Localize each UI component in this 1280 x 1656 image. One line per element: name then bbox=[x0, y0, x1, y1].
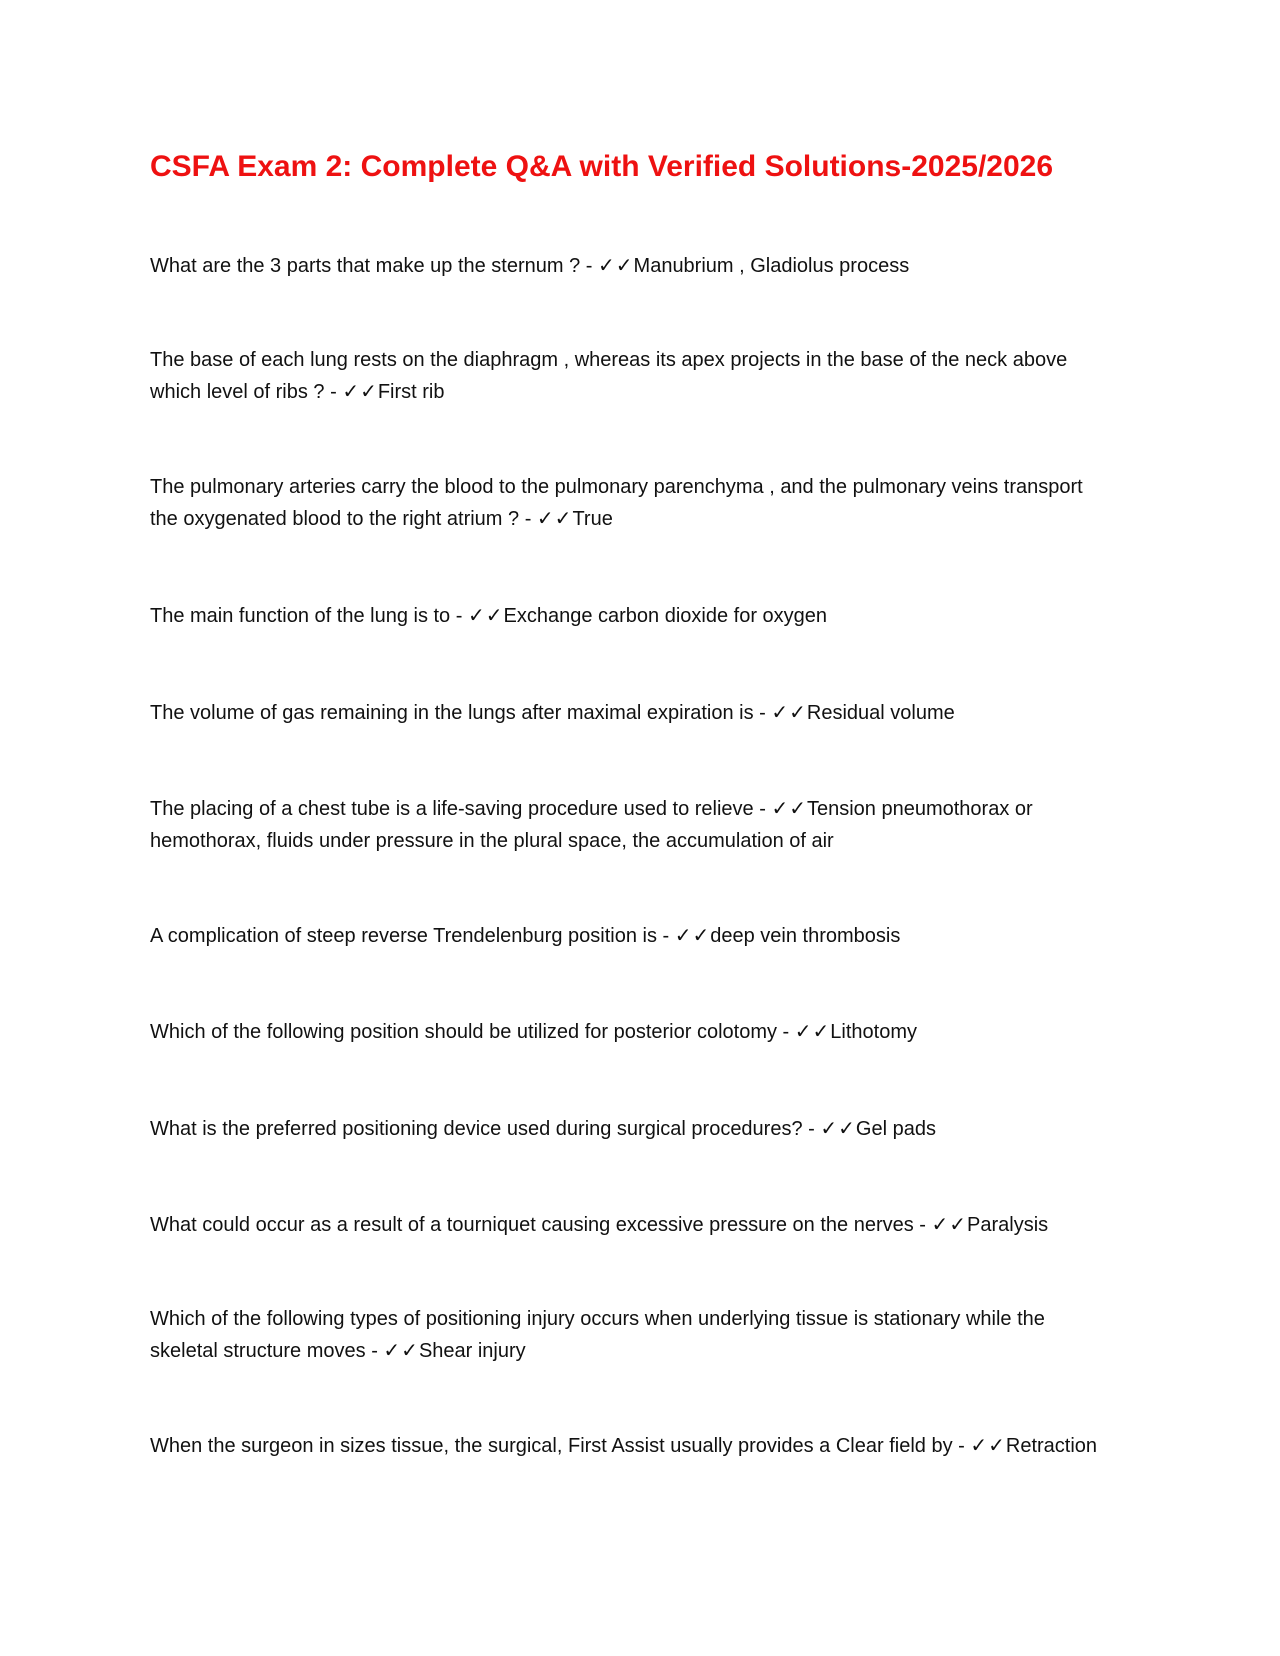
qa-item bbox=[150, 1016, 1110, 1048]
separator: - bbox=[753, 798, 772, 820]
answer-text: Manubrium , Gladiolus process bbox=[633, 255, 910, 277]
answer-text: deep vein thrombosis bbox=[710, 925, 901, 947]
question-text: The base of each lung rests on the diaphragm , whereas its apex projects in the base of the neck above which level of ribs ? bbox=[150, 349, 1068, 403]
question-text: The placing of a chest tube is a life-saving procedure used to relieve bbox=[150, 798, 754, 820]
answer-text: Lithotomy bbox=[830, 1021, 918, 1043]
question-text: The pulmonary arteries carry the blood to the pulmonary parenchyma , and the pulmonary veins transport the oxygenated blood to the right atrium ? bbox=[150, 476, 1083, 530]
separator: - bbox=[324, 381, 343, 403]
answer-text: First rib bbox=[377, 381, 445, 403]
qa-item bbox=[150, 344, 1110, 408]
check-mark-icon: ✓✓ bbox=[467, 605, 504, 627]
separator: - bbox=[580, 255, 599, 277]
check-mark-icon: ✓✓ bbox=[970, 1435, 1006, 1457]
question-text: What could occur as a result of a tourniquet causing excessive pressure on the nerves bbox=[150, 1214, 914, 1236]
question-text: Which of the following position should be utilized for posterior colotomy bbox=[150, 1021, 777, 1043]
qa-item bbox=[150, 1209, 1110, 1241]
question-text: Which of the following types of positioning injury occurs when underlying tissue is stationary while the skeletal structure moves bbox=[150, 1308, 1045, 1362]
qa-item bbox=[150, 697, 1110, 729]
qa-item bbox=[150, 471, 1110, 535]
question-text: What is the preferred positioning device used during surgical procedures? bbox=[150, 1118, 803, 1140]
qa-item bbox=[150, 793, 1110, 857]
qa-item bbox=[150, 1303, 1110, 1367]
answer-text: Shear injury bbox=[418, 1340, 526, 1362]
separator: - bbox=[952, 1435, 971, 1457]
check-mark-icon: ✓✓ bbox=[820, 1118, 856, 1140]
check-mark-icon: ✓✓ bbox=[674, 925, 711, 947]
question-text: The volume of gas remaining in the lungs after maximal expiration is bbox=[150, 702, 754, 724]
check-mark-icon: ✓✓ bbox=[598, 255, 634, 277]
qa-item bbox=[150, 600, 1110, 632]
question-text: The main function of the lung is to bbox=[150, 605, 451, 627]
separator: - bbox=[365, 1340, 384, 1362]
page-title: CSFA Exam 2: Complete Q&A with Verified Solutions-2025/2026 bbox=[150, 150, 1054, 183]
qa-item bbox=[150, 920, 1110, 952]
qa-item bbox=[150, 250, 1110, 282]
separator: - bbox=[802, 1118, 821, 1140]
check-mark-icon: ✓✓ bbox=[383, 1340, 419, 1362]
qa-item bbox=[150, 1430, 1110, 1462]
answer-text: Tension pneumothorax or hemothorax, fluids under pressure in the plural space, the accumulation of air bbox=[150, 798, 1033, 852]
answer-text: Gel pads bbox=[855, 1118, 936, 1140]
answer-text: True bbox=[572, 508, 613, 530]
check-mark-icon: ✓✓ bbox=[771, 798, 807, 820]
check-mark-icon: ✓✓ bbox=[931, 1214, 968, 1236]
check-mark-icon: ✓✓ bbox=[794, 1021, 831, 1043]
separator: - bbox=[656, 925, 675, 947]
separator: - bbox=[913, 1214, 932, 1236]
separator: - bbox=[753, 702, 772, 724]
separator: - bbox=[519, 508, 537, 530]
answer-text: Residual volume bbox=[806, 702, 955, 724]
check-mark-icon: ✓✓ bbox=[771, 702, 807, 724]
separator: - bbox=[450, 605, 468, 627]
question-text: A complication of steep reverse Trendelenburg position is bbox=[150, 925, 657, 947]
check-mark-icon: ✓✓ bbox=[536, 508, 573, 530]
answer-text: Paralysis bbox=[967, 1214, 1049, 1236]
question-text: When the surgeon in sizes tissue, the surgical, First Assist usually provides a Clear field by bbox=[150, 1435, 953, 1457]
qa-item bbox=[150, 1113, 1110, 1145]
check-mark-icon: ✓✓ bbox=[342, 381, 378, 403]
answer-text: Retraction bbox=[1005, 1435, 1098, 1457]
answer-text: Exchange carbon dioxide for oxygen bbox=[503, 605, 828, 627]
question-text: What are the 3 parts that make up the sternum ? bbox=[150, 255, 581, 277]
separator: - bbox=[777, 1021, 795, 1043]
